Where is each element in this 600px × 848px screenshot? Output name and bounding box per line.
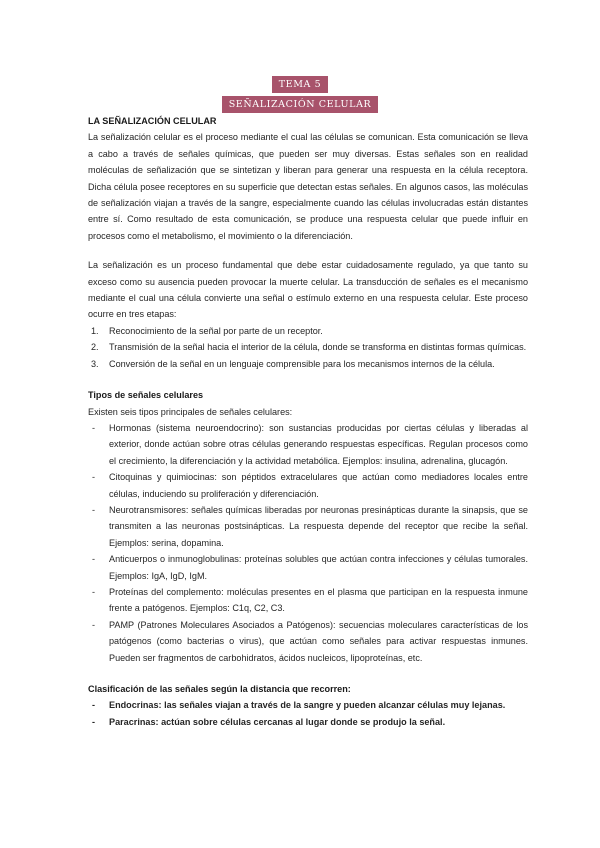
paragraph-tipos-intro: Existen seis tipos principales de señales celulares: [88, 406, 293, 417]
list-item: 3. Conversión de la señal en un lenguaje comprensible para los mecanismos internos de la célula. [91, 358, 495, 369]
paragraph-intro: La señalización celular es el proceso mediante el cual las células se comunican. Esta comunicación se lleva a cabo a través de señales químicas, que pueden ser muy diversas. Estas señales son en realidad moléculas de señalización que se sintetizan y liberan para generar una respuesta en la célula receptora. Dicha célula posee receptores en su superficie que detectan estas señales. En algunos casos, las moléculas de señalización viajan a través de la sangre, especialmente cuando las células involucradas están distantes entre sí. Como resultado de esta comunicación, se produce una respuesta celular que puede influir en procesos como el metabolismo, el movimiento o la diferenciación. [88, 132, 528, 241]
steps-list [88, 323, 528, 372]
list-item: - PAMP (Patrones Moleculares Asociados a Patógenos): secuencias moleculares características de los patógenos (como bacterias o virus), que actúan como señales para activar respuestas inmunes. Pueden ser fragmentos de carbohidratos, ácidos nucleicos, lipoproteínas, etc. [92, 619, 528, 663]
signal-types-list [88, 420, 528, 666]
list-item: - Endocrinas: las señales viajan a través de la sangre y pueden alcanzar células muy lejanas. [92, 700, 506, 711]
distance-classification-list [88, 697, 528, 730]
list-item: - Proteínas del complemento: moléculas presentes en el plasma que participan en la respuesta inmune frente a patógenos. Ejemplos: C1q, C2, C3. [92, 586, 528, 614]
list-item: - Paracrinas: actúan sobre células cercanas al lugar donde se produjo la señal. [92, 716, 446, 727]
list-item: - Hormonas (sistema neuroendocrino): son sustancias producidas por ciertas células y liberadas al exterior, donde actúan sobre otras células generando respuestas específicas. Regulan procesos como el crecimiento, la diferenciación y la actividad metabólica. Ejemplos: insulina, adrenalina, glucagón. [92, 422, 528, 466]
list-item: - Anticuerpos o inmunoglobulinas: proteínas solubles que actúan contra infecciones y células tumorales. Ejemplos: IgA, IgD, IgM. [92, 554, 528, 581]
section-heading-tipos: Tipos de señales celulares [88, 390, 204, 401]
section-heading-clasificacion: Clasificación de las señales según la distancia que recorren: [88, 684, 351, 694]
list-item: - Citoquinas y quimiocinas: son péptidos extracelulares que actúan como mediadores locales entre células, induciendo su proliferación y diferenciación. [92, 472, 528, 499]
document-body [88, 113, 528, 730]
paragraph-regulation: La señalización es un proceso fundamental que debe estar cuidadosamente regulado, ya que tanto su exceso como su ausencia pueden provocar la muerte celular. La transducción de señales es el mecanismo mediante el cual una célula convierte una señal o estímulo externo en una respuesta celular. Este proceso ocurre en tres etapas: [88, 260, 528, 320]
section-heading-senalizacion: LA SEÑALIZACIÓN CELULAR [88, 116, 217, 126]
page-title: SEÑALIZACIÓN CELULAR [222, 96, 379, 113]
title-block [0, 74, 600, 113]
list-item: 2. Transmisión de la señal hacia el interior de la célula, donde se transforma en distintas formas químicas. [91, 342, 527, 353]
list-item: - Neurotransmisores: señales químicas liberadas por neuronas presinápticas durante la sinapsis, que se transmiten a las neuronas postsinápticas. La respuesta depende del receptor que recibe la señal. Ejemplos: serina, dopamina. [92, 504, 528, 548]
list-item: 1. Reconocimiento de la señal por parte de un receptor. [91, 325, 323, 336]
tema-label: TEMA 5 [272, 76, 329, 93]
